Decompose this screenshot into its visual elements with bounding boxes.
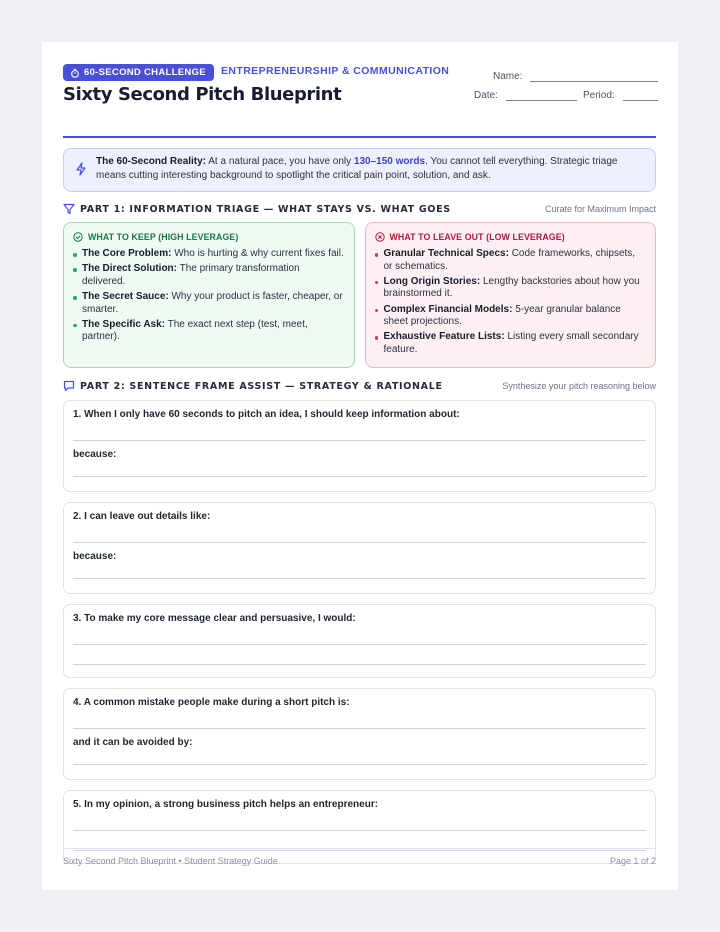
part1-title: PART 1: INFORMATION TRIAGE — WHAT STAYS VS. WHAT GOES <box>80 203 451 215</box>
prompt-1 <box>63 400 656 492</box>
list-item: The Secret Sauce: Why your product is faster, cheaper, or smarter. <box>73 291 345 316</box>
page-title: Sixty Second Pitch Blueprint <box>63 84 342 105</box>
badge-label: 60-SECOND CHALLENGE <box>84 67 206 78</box>
check-circle-icon <box>73 232 83 242</box>
header <box>63 64 656 138</box>
leave-list <box>375 248 647 356</box>
answer-line[interactable] <box>73 764 646 765</box>
date-line[interactable] <box>506 89 577 101</box>
list-item: Complex Financial Models: 5-year granular balance sheet projections. <box>375 304 647 329</box>
keep-panel <box>63 222 355 368</box>
part1-note: Curate for Maximum Impact <box>544 204 656 214</box>
reality-callout <box>63 148 656 192</box>
reality-highlight: 130–150 words <box>353 156 426 167</box>
worksheet-page <box>42 42 678 890</box>
answer-line[interactable] <box>73 476 646 477</box>
part2-note: Synthesize your pitch reasoning below <box>502 381 656 391</box>
page-footer <box>63 848 656 866</box>
answer-line[interactable] <box>73 644 646 645</box>
answer-line[interactable] <box>73 830 646 831</box>
reality-lead: The 60-Second Reality: <box>96 156 207 167</box>
list-item: The Direct Solution: The primary transformation delivered. <box>73 263 345 288</box>
leave-panel <box>365 222 657 368</box>
prompt-3 <box>63 604 656 678</box>
period-label: Period: <box>583 90 615 101</box>
list-item: Exhaustive Feature Lists: Listing every small secondary feature. <box>375 331 647 356</box>
prompt-4-text: 4. A common mistake people make during a short pitch is: <box>73 697 350 708</box>
answer-line[interactable] <box>73 440 646 441</box>
reality-text-a: At a natural pace, you have only <box>206 156 354 167</box>
list-item: Granular Technical Specs: Code frameworks, chipsets, or schematics. <box>375 248 647 273</box>
reality-text-b: . You cannot tell everything. Strategic triage means cutting interesting background to spotlight the critical pain point, solution, and ask. <box>96 156 618 181</box>
part2-title: PART 2: SENTENCE FRAME ASSIST — STRATEGY & RATIONALE <box>80 380 443 392</box>
chat-bubble-icon <box>63 380 75 392</box>
page-number: Page 1 of 2 <box>609 856 656 866</box>
prompt-2-text: 2. I can leave out details like: <box>73 511 211 522</box>
part2-header <box>63 378 656 394</box>
prompt-5-text: 5. In my opinion, a strong business pitch helps an entrepreneur: <box>73 799 379 810</box>
period-field[interactable] <box>583 89 658 101</box>
prompt-4-follow: and it can be avoided by: <box>73 737 193 748</box>
prompt-3-text: 3. To make my core message clear and persuasive, I would: <box>73 613 356 624</box>
prompt-1-because: because: <box>73 449 117 460</box>
answer-line[interactable] <box>73 664 646 665</box>
footer-title: Sixty Second Pitch Blueprint • Student Strategy Guide <box>63 856 278 866</box>
subject-label: ENTREPRENEURSHIP & COMMUNICATION <box>221 65 450 77</box>
stopwatch-icon <box>70 68 80 78</box>
answer-line[interactable] <box>73 542 646 543</box>
answer-line[interactable] <box>73 578 646 579</box>
name-field[interactable] <box>493 70 658 82</box>
challenge-badge <box>63 64 214 81</box>
prompt-2 <box>63 502 656 594</box>
list-item: The Core Problem: Who is hurting & why current fixes fail. <box>73 248 345 261</box>
name-line[interactable] <box>530 70 658 82</box>
prompt-4 <box>63 688 656 780</box>
triage-columns <box>63 222 656 368</box>
keep-heading: WHAT TO KEEP (HIGH LEVERAGE) <box>88 232 239 242</box>
part1-header <box>63 201 656 217</box>
date-field[interactable] <box>474 89 577 101</box>
filter-icon <box>63 203 75 215</box>
date-label: Date: <box>474 90 498 101</box>
prompt-2-because: because: <box>73 551 117 562</box>
list-item: Long Origin Stories: Lengthy backstories about how you brainstormed it. <box>375 276 647 301</box>
lightning-icon <box>74 162 88 176</box>
answer-line[interactable] <box>73 728 646 729</box>
keep-list <box>73 248 345 344</box>
list-item: The Specific Ask: The exact next step (test, meet, partner). <box>73 319 345 344</box>
prompt-1-text: 1. When I only have 60 seconds to pitch an idea, I should keep information about: <box>73 409 460 420</box>
leave-heading: WHAT TO LEAVE OUT (LOW LEVERAGE) <box>389 232 565 242</box>
name-label: Name: <box>493 71 523 82</box>
x-circle-icon <box>375 232 385 242</box>
period-line[interactable] <box>623 89 658 101</box>
